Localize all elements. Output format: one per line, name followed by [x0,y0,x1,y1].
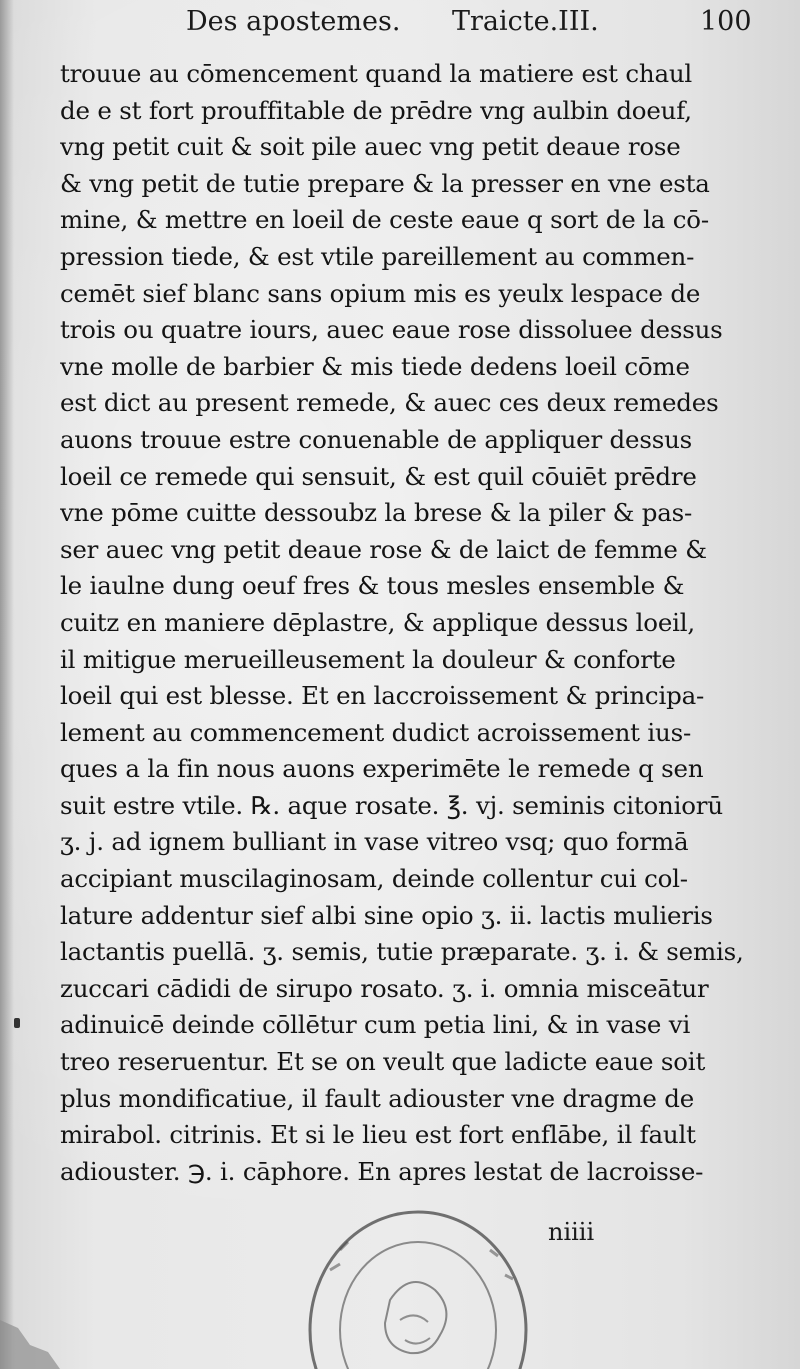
ink-speck [14,1018,20,1028]
text-line: treo reseruentur. Et se on veult que ladicte eaue soit [60,1047,706,1077]
text-line: loeil ce remede qui sensuit, & est quil cōuiēt prēdre [60,461,697,491]
text-line: adinuicē deinde cōllētur cum petia lini, & in vase vi [60,1010,691,1040]
text-line: suit estre vtile. ℞. aque rosate. ℥. vj. seminis citoniorū [60,790,723,820]
treatise-title: Traicte.III. [452,6,599,37]
text-line: trois ou quatre iours, auec eaue rose dissoluee dessus [60,315,723,345]
text-line: zuccari cādidi de sirupo rosato. ʒ. i. omnia misceātur [60,973,709,1003]
section-title: Des apostemes. [186,6,401,37]
text-line: lement au commencement dudict acroissement ius- [60,717,692,747]
page-corner-damage [0,1300,70,1369]
text-line: il mitigue merueilleusement la douleur & conforte [60,644,676,674]
text-line: lactantis puellā. ʒ. semis, tutie præparate. ʒ. i. & semis, [60,937,744,967]
text-line: trouue au cōmencement quand la matiere est chaul [60,59,693,88]
text-line: accipiant muscilaginosam, deinde collentur cui col- [60,864,688,894]
text-line: vne pōme cuitte dessoubz la brese & la piler & pas- [60,498,693,528]
text-line: ʒ. j. ad ignem bulliant in vase vitreo vsq; quo formā [60,827,689,857]
running-head [0,4,800,44]
folio-number: 100 [700,6,752,37]
text-line: ser auec vng petit deaue rose & de laict de femme & [60,534,707,564]
text-line: ques a la fin nous auons experimēte le remede q sen [60,754,704,784]
text-line: adiouster. ℈. i. cāphore. En apres lestat de lacroisse- [60,1156,704,1186]
text-line: vne molle de barbier & mis tiede dedens loeil cōme [60,351,690,381]
text-line: lature addentur sief albi sine opio ʒ. ii. lactis mulieris [60,900,713,930]
text-line: plus mondificatiue, il fault adiouster vne dragme de [60,1083,695,1113]
text-line: vng petit cuit & soit pile auec vng petit deaue rose [60,132,681,162]
text-line: mine, & mettre en loeil de ceste eaue q sort de la cō- [60,205,709,235]
library-stamp-icon [300,1180,550,1369]
body-text [60,56,780,1190]
text-line: cemēt sief blanc sans opium mis es yeulx lespace de [60,278,701,308]
text-line: & vng petit de tutie prepare & la presser en vne esta [60,168,710,198]
text-line: auons trouue estre conuenable de appliquer dessus [60,424,693,454]
text-line: cuitz en maniere dēplastre, & applique dessus loeil, [60,607,696,637]
text-line: le iaulne dung oeuf fres & tous mesles ensemble & [60,571,685,601]
signature-mark: niiii [548,1218,595,1246]
text-line: est dict au present remede, & auec ces deux remedes [60,388,719,418]
text-line: de e st fort prouffitable de prēdre vng aulbin doeuf, [60,95,692,125]
text-line: pression tiede, & est vtile pareillement au commen- [60,241,695,271]
text-line: loeil qui est blesse. Et en laccroissement & principa- [60,681,705,711]
text-line: mirabol. citrinis. Et si le lieu est fort enflābe, il fault [60,1120,696,1150]
